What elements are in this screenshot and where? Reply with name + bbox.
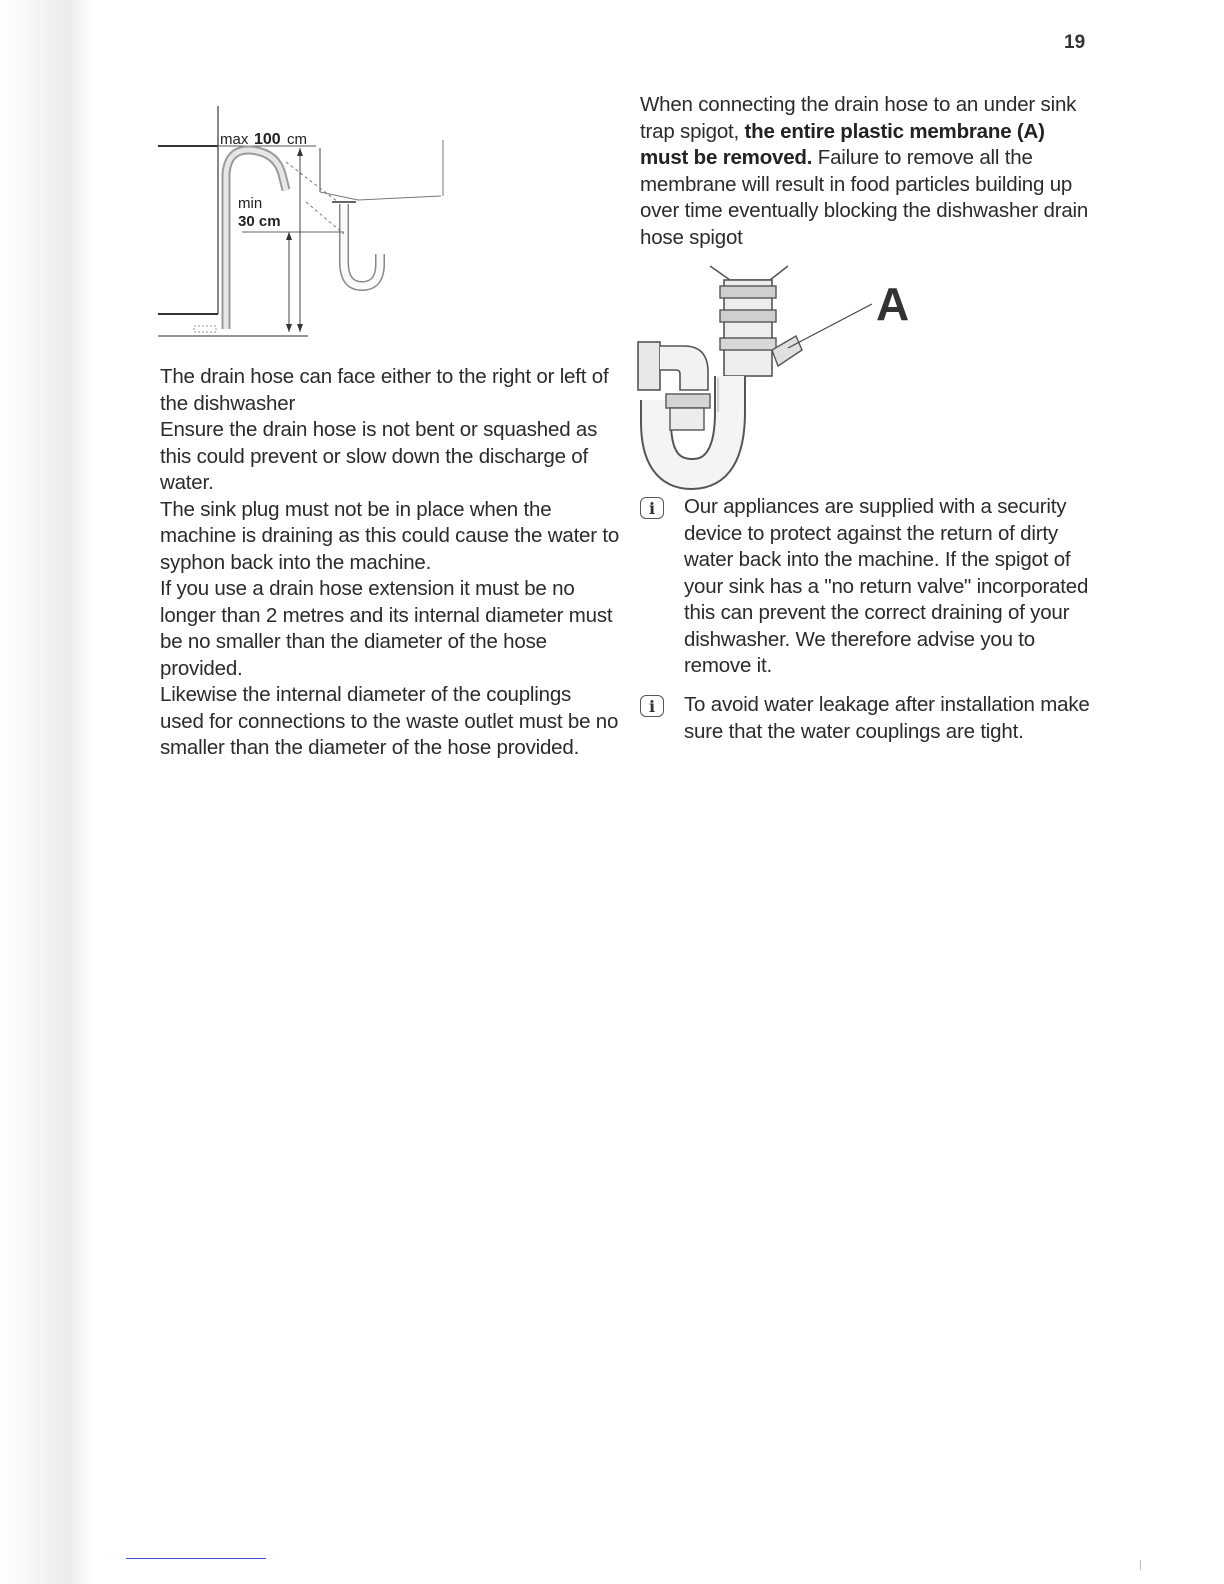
- paragraph-hose-extension: If you use a drain hose extension it must be no longer than 2 metres and its internal diameter must be no smaller than the diameter of the hose provided.: [160, 577, 613, 680]
- info-note-water-leakage: [640, 692, 1095, 745]
- membrane-label: A: [876, 278, 910, 330]
- max-value: 100: [254, 131, 281, 148]
- footer-link-underline: [126, 1558, 266, 1559]
- scan-shadow-edge-inner: [72, 0, 92, 1584]
- info-note-security-device: [640, 494, 1095, 680]
- membrane-consequence-text: Failure to remove all the membrane will result in food particles building up over time eventually blocking the dishwasher drain hose spigot: [640, 146, 1089, 249]
- svg-text:A: [876, 278, 909, 330]
- paragraph-hose-bent: Ensure the drain hose is not bent or squashed as this could prevent or slow down the discharge of water.: [160, 418, 598, 494]
- max-unit: cm: [287, 131, 307, 148]
- min-value: 30 cm: [238, 213, 281, 230]
- svg-text:min: [238, 195, 262, 212]
- note-water-leakage-text: To avoid water leakage after installation make sure that the water couplings are tight.: [684, 693, 1090, 743]
- right-column-intro: [640, 92, 1095, 251]
- sink-trap-membrane-diagram: [636, 262, 936, 502]
- min-label: min: [238, 195, 263, 212]
- paragraph-sink-plug: The sink plug must not be in place when the machine is draining as this could cause the water to syphon back into the machine.: [160, 497, 620, 574]
- svg-text:30 cm: [238, 213, 281, 230]
- drain-hose-height-diagram: [158, 104, 458, 344]
- paragraph-couplings: Likewise the internal diameter of the couplings used for connections to the waste outlet must be no smaller than the diameter of the hose provided.: [160, 683, 619, 759]
- margin-tick-mark: [1140, 1560, 1141, 1570]
- page-number: 19: [1064, 32, 1086, 53]
- info-icon: i: [640, 497, 664, 519]
- membrane-instruction: [640, 92, 1095, 251]
- svg-text:100: [254, 131, 281, 148]
- note-security-device-text: Our appliances are supplied with a security device to protect against the return of dirty water back into the machine. If the spigot of your sink has a "no return valve" incorporated this can prevent the correct draining of your dishwasher. We therefore advise you to remove it.: [684, 495, 1089, 677]
- paragraph-hose-direction: The drain hose can face either to the right or left of the dishwasher: [160, 365, 609, 415]
- svg-text:max: [220, 131, 249, 148]
- membrane-intro-text: When connecting the drain hose to an under sink trap spigot,: [640, 93, 1077, 143]
- svg-text:cm: [287, 131, 307, 148]
- max-label: max: [220, 131, 249, 148]
- left-column-text: [160, 364, 620, 762]
- scan-shadow-edge: [0, 0, 72, 1584]
- info-icon: i: [640, 695, 664, 717]
- membrane-warning-bold: the entire plastic membrane (A) must be removed.: [640, 119, 1045, 169]
